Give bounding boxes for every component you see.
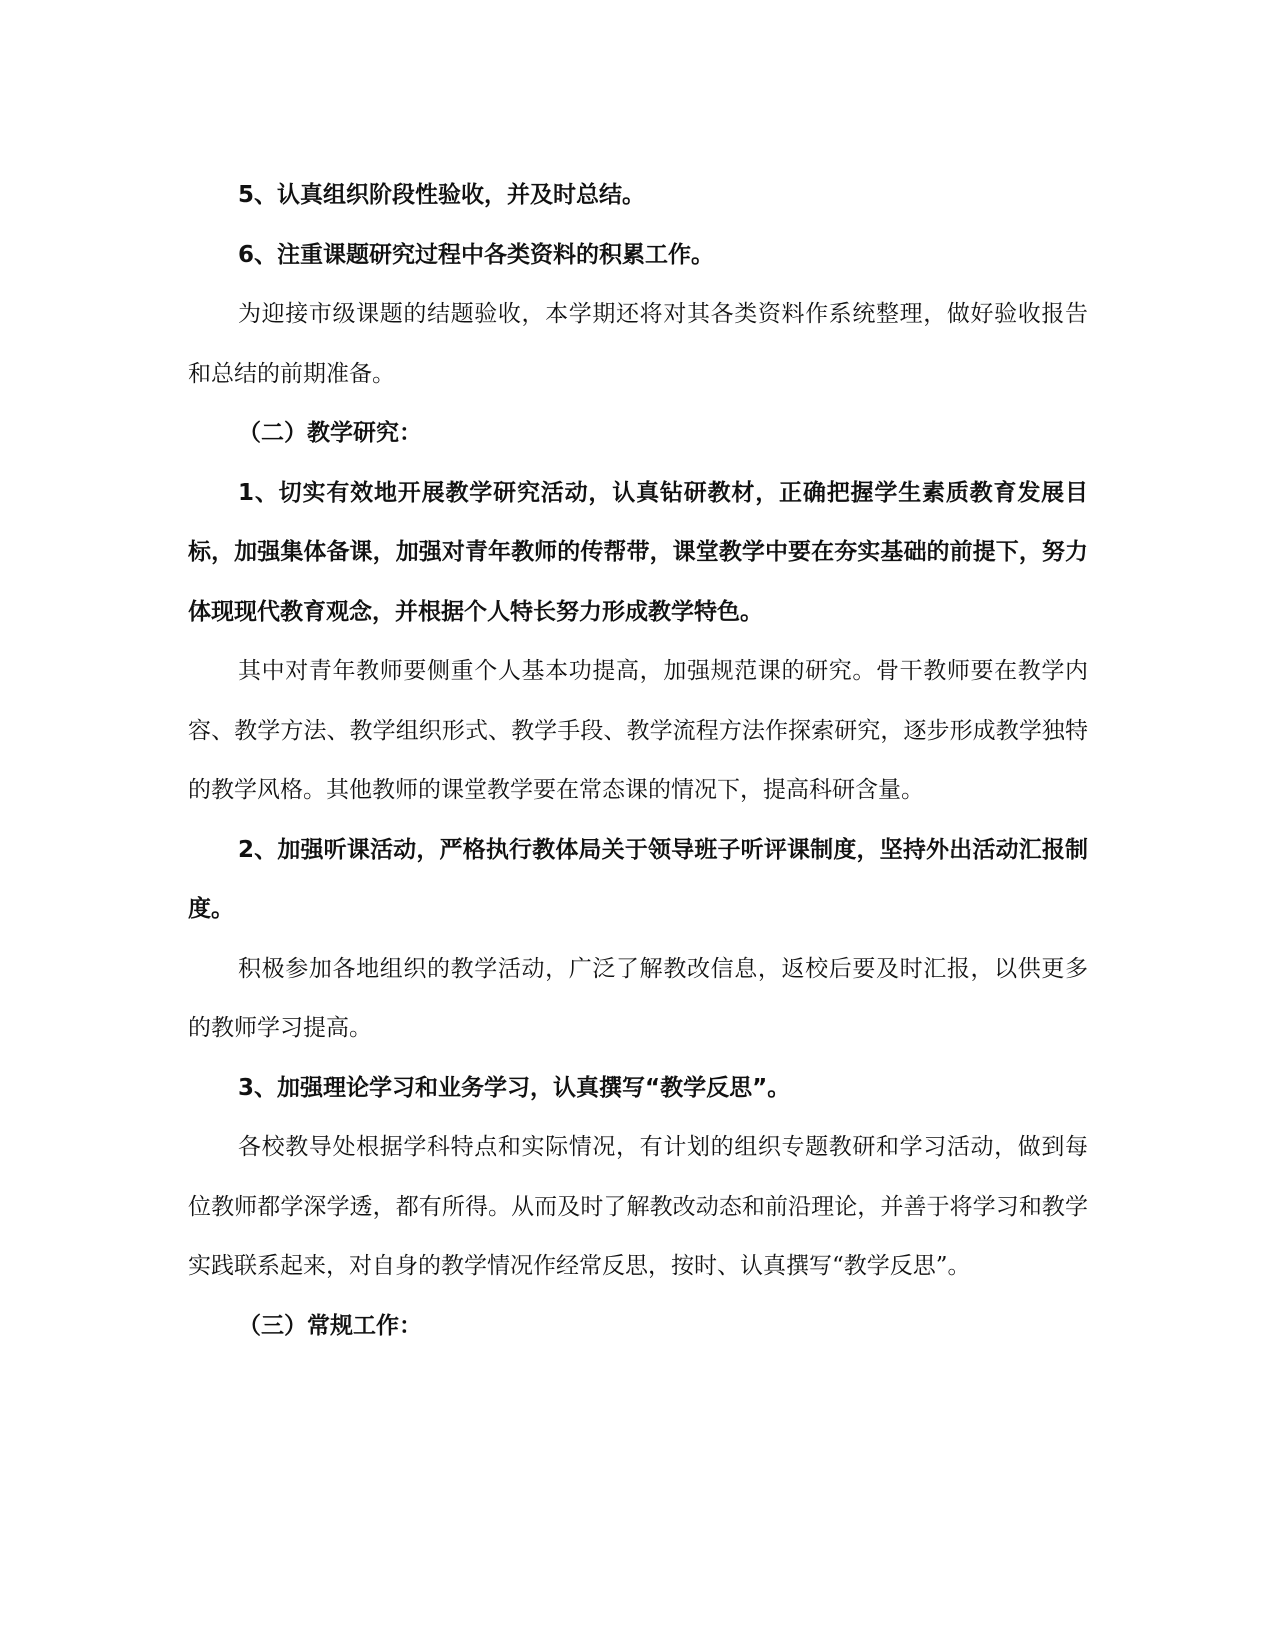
paragraph-body: 为迎接市级课题的结题验收，本学期还将对其各类资料作系统整理，做好验收报告和总结的前期准备。: [188, 301, 1088, 387]
paragraph-item-5: 5、认真组织阶段性验收，并及时总结。: [238, 182, 646, 208]
paragraph-item-3: 3、加强理论学习和业务学习，认真撰写“教学反思”。: [238, 1074, 791, 1101]
paragraph-body: 积极参加各地组织的教学活动，广泛了解教改信息，返校后要及时汇报，以供更多的教师学习提高。: [188, 955, 1088, 1041]
paragraph-body: 各校教导处根据学科特点和实际情况，有计划的组织专题教研和学习活动，做到每位教师都学深学透，都有所得。从而及时了解教改动态和前沿理论，并善于将学习和教学实践联系起来，对自身的教学情况作经常反思，按时、认真撰写“教学反思”。: [188, 1134, 1088, 1279]
paragraph-item-6: 6、注重课题研究过程中各类资料的积累工作。: [238, 241, 715, 268]
section-heading-routine-work: （三）常规工作：: [238, 1312, 422, 1339]
paragraph-item-1: 1、切实有效地开展教学研究活动，认真钻研教材，正确把握学生素质教育发展目标，加强集体备课，加强对青年教师的传帮带，课堂教学中要在夯实基础的前提下，努力体现现代教育观念，并根据个人特长努力形成教学特色。: [188, 479, 1088, 625]
paragraph-item-2: 2、加强听课活动，严格执行教体局关于领导班子听评课制度，坚持外出活动汇报制度。: [188, 836, 1088, 922]
section-heading-teaching-research: （二）教学研究：: [238, 420, 422, 446]
document-body: [188, 166, 1088, 1356]
paragraph-body: 其中对青年教师要侧重个人基本功提高，加强规范课的研究。骨干教师要在教学内容、教学方法、教学组织形式、教学手段、教学流程方法作探索研究，逐步形成教学独特的教学风格。其他教师的课堂教学要在常态课的情况下，提高科研含量。: [188, 658, 1088, 803]
